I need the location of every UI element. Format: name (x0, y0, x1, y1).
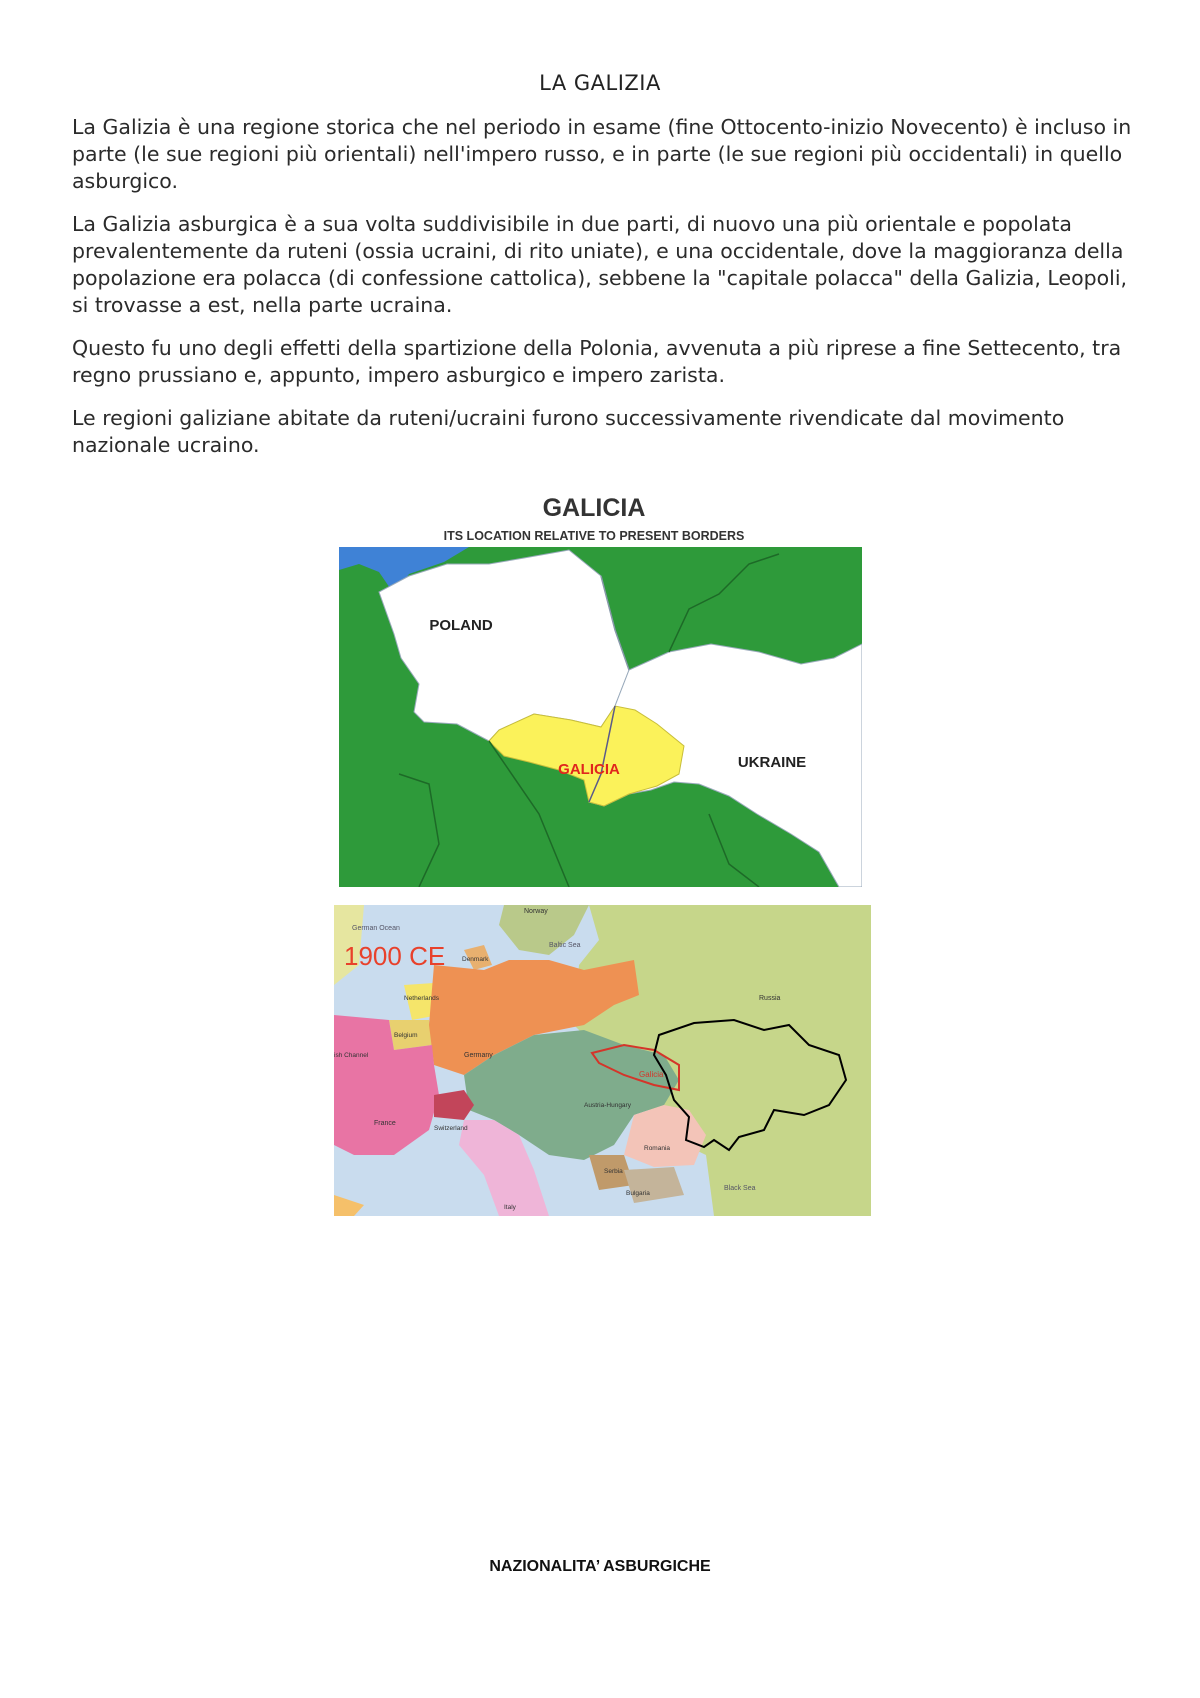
paragraph-1: La Galizia è una regione storica che nel periodo in esame (fine Ottocento-inizio Novecento) è incluso in parte (le sue regioni più orientali) nell'impero russo, e in parte (le sue regioni più occidentali) in quello asburgico. (72, 115, 1132, 193)
map1-title: GALICIA (542, 494, 646, 522)
paragraph-3: Questo fu uno degli effetti della spartizione della Polonia, avvenuta a più riprese a fine Settecento, tra regno prussiano e, appunto, impero asburgico e impero zarista. (72, 336, 1122, 387)
paragraph-4: Le regioni galiziane abitate da ruteni/ucraini furono successivamente rivendicate dal movimento nazionale ucraino. (72, 406, 1065, 457)
label-bulgaria: Bulgaria (626, 1190, 650, 1197)
label-baltic-sea: Baltic Sea (549, 942, 581, 949)
europe-1900-map (334, 905, 871, 1216)
label-denmark: Denmark (462, 956, 489, 963)
label-black-sea: Black Sea (724, 1185, 756, 1192)
label-france: France (374, 1120, 396, 1127)
label-channel: ish Channel (334, 1052, 369, 1059)
map1-subtitle: ITS LOCATION RELATIVE TO PRESENT BORDERS (443, 529, 745, 543)
label-serbia: Serbia (604, 1168, 623, 1175)
body-text (72, 114, 1132, 475)
footer-heading: NAZIONALITA’ ASBURGICHE (489, 1558, 711, 1575)
label-switzerland: Switzerland (434, 1125, 468, 1132)
label-belgium: Belgium (394, 1032, 418, 1039)
ukraine-label: UKRAINE (737, 754, 807, 771)
galicia-present-borders-map (339, 484, 862, 887)
galicia-label: GALICIA (558, 761, 620, 778)
label-russia: Russia (759, 995, 781, 1002)
year-label: 1900 CE (344, 941, 446, 971)
poland-region (379, 550, 629, 741)
label-austria-hungary: Austria-Hungary (584, 1102, 631, 1109)
label-norway: Norway (524, 908, 548, 915)
label-germany: Germany (464, 1052, 493, 1059)
label-italy: Italy (504, 1204, 516, 1211)
label-netherlands: Netherlands (404, 995, 440, 1002)
paragraph-2: La Galizia asburgica è a sua volta suddivisibile in due parti, di nuovo una più orientale e popolata prevalentemente da ruteni (ossia ucraini, di rito uniate), e una occidentale, dove la maggioranza della popolazione era polacca (di confessione cattolica), sebbene la "capitale polacca" della Galizia, Leopoli, si trovasse a est, nella parte ucraina. (72, 212, 1128, 317)
page-title: LA GALIZIA (539, 71, 661, 95)
label-galicia: Galicia (639, 1070, 664, 1079)
label-german-ocean: German Ocean (352, 925, 400, 932)
label-romania: Romania (644, 1145, 671, 1152)
poland-label: POLAND (429, 617, 493, 634)
